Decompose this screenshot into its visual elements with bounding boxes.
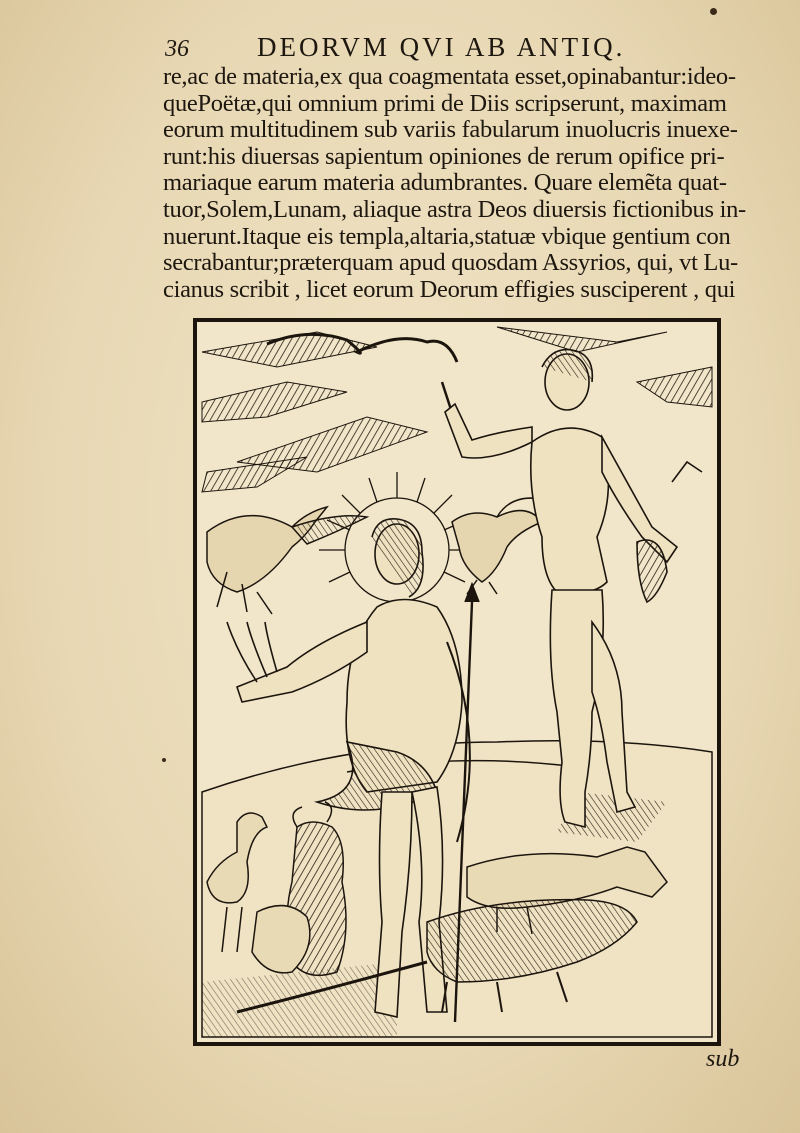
body-text bbox=[163, 64, 763, 303]
text-line: mariaque earum materia adumbrantes. Quare elemẽta quat- bbox=[163, 169, 727, 197]
ink-speck bbox=[710, 8, 717, 15]
running-title: DEORVM QVI AB ANTIQ. bbox=[257, 32, 626, 62]
eagle-right bbox=[452, 498, 547, 594]
page-number: 36 bbox=[165, 36, 189, 62]
text-line: cianus scribit , licet eorum Deorum effigies susciperent , qui bbox=[163, 275, 736, 303]
catchword: sub bbox=[706, 1046, 740, 1072]
text-line: tuor,Solem,Lunam, aliaque astra Deos diuersis fictionibus in- bbox=[163, 195, 746, 223]
text-line: re,ac de materia,ex qua coagmentata esset,opinabantur:ideo- bbox=[163, 63, 736, 90]
ink-speck bbox=[162, 758, 166, 762]
text-line: quePoëtæ,qui omnium primi de Diis scripserunt, maximam bbox=[163, 89, 727, 117]
woodcut-illustration bbox=[193, 318, 721, 1046]
eagle-left bbox=[207, 507, 367, 614]
running-head bbox=[165, 30, 685, 64]
woodcut-drawing bbox=[197, 322, 717, 1042]
text-line: eorum multitudinem sub variis fabularum inuolucris inuexe- bbox=[163, 116, 738, 144]
text-line: nuerunt.Itaque eis templa,altaria,statuæ vbique gentium con bbox=[163, 222, 731, 250]
text-line: runt:his diuersas sapientum opiniones de rerum opifice pri- bbox=[163, 142, 725, 170]
text-line: secrabantur;præterquam apud quosdam Assyrios, qui, vt Lu- bbox=[163, 249, 738, 277]
